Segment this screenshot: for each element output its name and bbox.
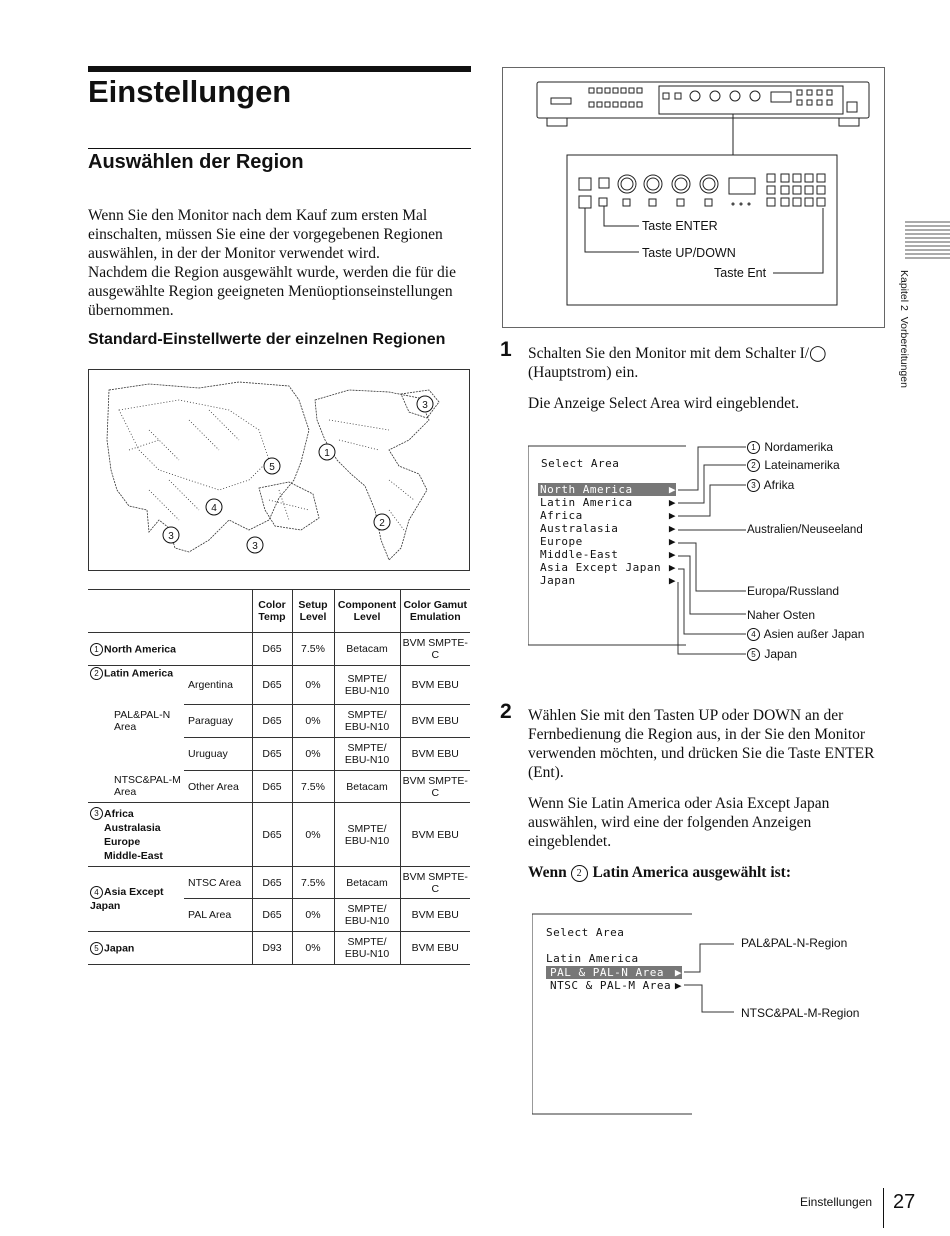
cell-setup: 0% bbox=[292, 803, 334, 867]
callout-nordamerika: 1 Nordamerika bbox=[747, 440, 833, 454]
menu-title: Select Area bbox=[541, 457, 620, 470]
cell-temp: D65 bbox=[252, 633, 292, 666]
latin-america-menu-diagram bbox=[532, 912, 872, 1118]
table-row bbox=[88, 633, 470, 666]
cell-temp: D93 bbox=[252, 932, 292, 965]
cell-subregion: PAL Area bbox=[184, 899, 252, 932]
arrow-icon: ▶ bbox=[674, 979, 682, 992]
region-number: 2 bbox=[90, 667, 103, 680]
cell-temp: D65 bbox=[252, 899, 292, 932]
cell-temp: D65 bbox=[252, 705, 292, 738]
menu-item-asia-except-japan[interactable]: Asia Except Japan ▶ bbox=[540, 561, 676, 574]
cell-setup: 7.5% bbox=[292, 633, 334, 666]
step-2-instruction: Wählen Sie mit den Tasten UP oder DOWN an der Fernbedienung die Region aus, in der Sie den Monitor verwenden möchten, und drücken Sie die Taste ENTER (Ent). bbox=[528, 707, 875, 781]
region-name: Latin America bbox=[104, 667, 174, 680]
label-ent-key: Taste Ent bbox=[714, 266, 767, 280]
subtitle-rule bbox=[88, 148, 471, 149]
cell-temp: D65 bbox=[252, 666, 292, 705]
menu2-subtitle: Latin America bbox=[546, 952, 639, 965]
cell-temp: D65 bbox=[252, 867, 292, 899]
cell-setup: 7.5% bbox=[292, 867, 334, 899]
arrow-icon: ▶ bbox=[668, 548, 676, 561]
cell-gamut: BVM EBU bbox=[400, 705, 470, 738]
step-2-subheading: Wenn 2 Latin America ausgewählt ist: bbox=[528, 864, 791, 881]
region-number: 1 bbox=[90, 643, 103, 656]
callout-pal-region: PAL&PAL-N-Region bbox=[741, 936, 848, 950]
callout-japan: 5 Japan bbox=[747, 647, 797, 661]
chapter-tab-stripes bbox=[905, 220, 950, 262]
callout-ntsc-region: NTSC&PAL-M-Region bbox=[741, 1006, 860, 1020]
footer-section-label: Einstellungen bbox=[800, 1195, 873, 1209]
cell-group: NTSC&PAL-M Area bbox=[114, 774, 181, 799]
cell-temp: D65 bbox=[252, 738, 292, 771]
map-marker-2-label: 2 bbox=[379, 518, 385, 529]
cell-group: PAL&PAL-N Area bbox=[114, 708, 171, 733]
arrow-icon: ▶ bbox=[674, 966, 682, 979]
arrow-icon: ▶ bbox=[668, 522, 676, 535]
header-setup-level: Setup Level bbox=[292, 590, 334, 633]
callout-lateinamerika: 2 Lateinamerika bbox=[747, 458, 840, 472]
menu-item-middle-east[interactable]: Middle-East ▶ bbox=[540, 548, 676, 561]
cell-gamut: BVM SMPTE-C bbox=[400, 867, 470, 899]
region-name: Japan bbox=[104, 941, 135, 954]
map-marker-3a-label: 3 bbox=[422, 400, 428, 411]
arrow-icon: ▶ bbox=[668, 483, 676, 496]
table-header-row bbox=[88, 590, 470, 633]
region-name: North America bbox=[104, 642, 176, 655]
step-1-number: 1 bbox=[500, 338, 512, 361]
header-color-gamut: Color Gamut Emulation bbox=[400, 590, 470, 633]
table-row bbox=[88, 705, 470, 738]
cell-temp: D65 bbox=[252, 803, 292, 867]
callout-naher-osten: Naher Osten bbox=[747, 608, 816, 622]
cell-component: SMPTE/ EBU-N10 bbox=[334, 738, 400, 771]
title-rule bbox=[88, 66, 471, 72]
cell-gamut: BVM SMPTE-C bbox=[400, 633, 470, 666]
step-2-note: Wenn Sie Latin America oder Asia Except Japan auswählen, wird eine der folgenden Anzeigen eingeblendet. bbox=[528, 795, 830, 850]
cell-subregion: NTSC Area bbox=[184, 867, 252, 899]
cell-component: SMPTE/ EBU-N10 bbox=[334, 705, 400, 738]
page-title: Einstellungen bbox=[88, 74, 292, 109]
intro-paragraph-2: Nachdem die Region ausgewählt wurde, werden die für die ausgewählte Region geeigneten Menüoptionseinstellungen übernommen. bbox=[88, 264, 456, 319]
cell-component: SMPTE/ EBU-N10 bbox=[334, 666, 400, 705]
cell-setup: 0% bbox=[292, 705, 334, 738]
menu-item-australasia[interactable]: Australasia ▶ bbox=[540, 522, 676, 535]
table-row bbox=[88, 771, 470, 803]
cell-component: Betacam bbox=[334, 867, 400, 899]
step-1-text bbox=[528, 344, 863, 413]
map-marker-3c-label: 3 bbox=[252, 541, 258, 552]
cell-gamut: BVM EBU bbox=[400, 899, 470, 932]
cell-subregion: Argentina bbox=[184, 666, 252, 705]
cell-gamut: BVM SMPTE-C bbox=[400, 771, 470, 803]
arrow-icon: ▶ bbox=[668, 561, 676, 574]
region-number: 5 bbox=[90, 942, 103, 955]
cell-gamut: BVM EBU bbox=[400, 932, 470, 965]
cell-gamut: BVM EBU bbox=[400, 666, 470, 705]
intro-text bbox=[88, 206, 473, 320]
arrow-icon: ▶ bbox=[668, 535, 676, 548]
step-1-note: Die Anzeige Select Area wird eingeblendet. bbox=[528, 395, 800, 412]
select-area-menu-diagram bbox=[528, 440, 878, 661]
region-number: 4 bbox=[90, 886, 103, 899]
section-title: Auswählen der Region bbox=[88, 151, 304, 173]
intro-paragraph-1: Wenn Sie den Monitor nach dem Kauf zum ersten Mal einschalten, müssen Sie eine der vorgegebenen Regionen auswählen, in der der Monitor verwendet wird. bbox=[88, 207, 443, 262]
menu-item-japan[interactable]: Japan ▶ bbox=[540, 574, 676, 587]
callout-europa: Europa/Russland bbox=[747, 584, 840, 598]
header-blank bbox=[88, 590, 252, 633]
menu-item-europe[interactable]: Europe ▶ bbox=[540, 535, 676, 548]
region-name: Asia Except Japan bbox=[90, 886, 164, 912]
cell-setup: 0% bbox=[292, 738, 334, 771]
region-name: Europe bbox=[104, 835, 141, 848]
region-name: Africa bbox=[104, 807, 134, 820]
cell-component: SMPTE/ EBU-N10 bbox=[334, 899, 400, 932]
menu-list bbox=[538, 483, 676, 587]
cell-setup: 0% bbox=[292, 666, 334, 705]
region-number: 3 bbox=[90, 807, 103, 820]
cell-subregion: Paraguay bbox=[184, 705, 252, 738]
cell-component: SMPTE/ EBU-N10 bbox=[334, 932, 400, 965]
table-row bbox=[88, 932, 470, 965]
menu-item-latin-america[interactable]: Latin America ▶ bbox=[540, 496, 676, 509]
cell-gamut: BVM EBU bbox=[400, 803, 470, 867]
arrow-icon: ▶ bbox=[668, 574, 676, 587]
device-illustration bbox=[502, 67, 885, 328]
label-enter-key: Taste ENTER bbox=[642, 219, 718, 233]
label-updown-key: Taste UP/DOWN bbox=[642, 246, 736, 260]
arrow-icon: ▶ bbox=[668, 509, 676, 522]
cell-temp: D65 bbox=[252, 771, 292, 803]
world-map bbox=[88, 369, 470, 571]
cell-subregion: Uruguay bbox=[184, 738, 252, 771]
cell-setup: 0% bbox=[292, 932, 334, 965]
world-map-drawing bbox=[89, 370, 469, 570]
callout-asien: 4 Asien außer Japan bbox=[747, 627, 864, 641]
menu-item-north-america[interactable]: North America ▶ bbox=[540, 483, 676, 496]
step-2-text bbox=[528, 706, 883, 882]
cell-component: SMPTE/ EBU-N10 bbox=[334, 803, 400, 867]
cell-setup: 7.5% bbox=[292, 771, 334, 803]
table-row bbox=[88, 867, 470, 899]
map-marker-1-label: 1 bbox=[324, 448, 330, 459]
menu-item-ntsc[interactable]: NTSC & PAL-M Area ▶ bbox=[550, 979, 682, 992]
region-table bbox=[88, 589, 470, 965]
step-2-number: 2 bbox=[500, 700, 512, 723]
header-color-temp: Color Temp bbox=[252, 590, 292, 633]
page-number: 27 bbox=[893, 1191, 916, 1213]
menu-item-pal[interactable]: PAL & PAL-N Area ▶ bbox=[546, 966, 682, 979]
cell-setup: 0% bbox=[292, 899, 334, 932]
cell-component: Betacam bbox=[334, 771, 400, 803]
step-1-instruction: Schalten Sie den Monitor mit dem Schalter I/◯ (Hauptstrom) ein. bbox=[528, 345, 827, 381]
callout-afrika: 3 Afrika bbox=[747, 478, 794, 492]
menu2-title: Select Area bbox=[546, 926, 625, 939]
cell-subregion: Other Area bbox=[184, 771, 252, 803]
table-row bbox=[88, 803, 470, 867]
region-name: Australasia bbox=[104, 821, 161, 834]
table-heading: Standard-Einstellwerte der einzelnen Regionen bbox=[88, 331, 446, 348]
callout-australien: Australien/Neuseeland bbox=[747, 524, 863, 536]
cell-component: Betacam bbox=[334, 633, 400, 666]
region-name: Middle-East bbox=[104, 849, 163, 862]
monitor-front-panel-drawing bbox=[503, 68, 884, 327]
menu-item-africa[interactable]: Africa ▶ bbox=[540, 509, 676, 522]
table-row bbox=[88, 666, 470, 705]
footer-divider bbox=[883, 1188, 884, 1228]
map-marker-5-label: 5 bbox=[269, 462, 275, 473]
menu2-list bbox=[546, 966, 682, 992]
arrow-icon: ▶ bbox=[668, 496, 676, 509]
chapter-side-label: Kapitel 2 Vorbereitungen bbox=[898, 270, 910, 388]
map-marker-3b-label: 3 bbox=[168, 531, 174, 542]
cell-gamut: BVM EBU bbox=[400, 738, 470, 771]
header-component-level: Component Level bbox=[334, 590, 400, 633]
map-marker-4-label: 4 bbox=[211, 503, 217, 514]
